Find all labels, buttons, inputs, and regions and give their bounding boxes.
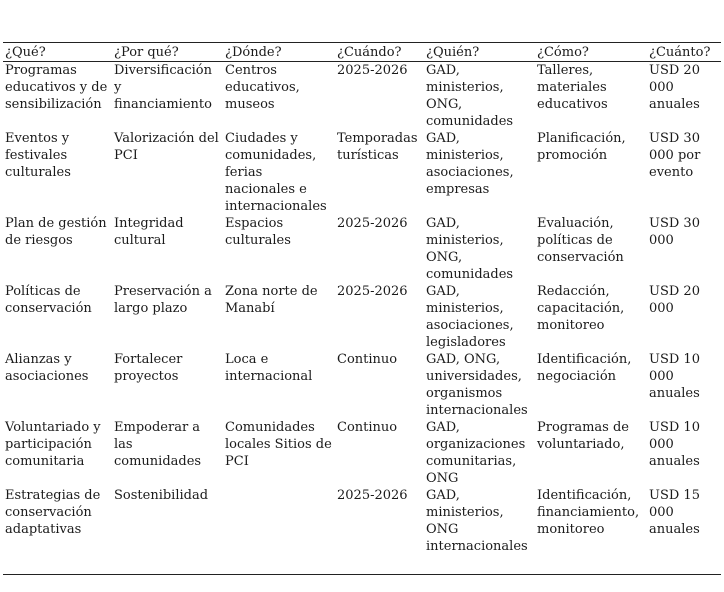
header-cuanto: ¿Cuánto? [647,43,721,62]
cell-por-que: Sostenibilidad [112,487,223,574]
cell-como: Redacción, capacitación, monitoreo [537,284,625,333]
cell-que: Programas educativos y de sensibilización [5,63,108,112]
cell-cuando: 2025-2026 [335,487,424,574]
cell-quien: GAD, ministerios, asociaciones, legisladores [426,284,514,350]
cell-cuanto: USD 15 000 anuales [647,487,721,574]
table-row [3,215,721,283]
cell-cuanto: USD 10 000 anuales [649,420,700,469]
cell-por-que: Empoderar a las comunidades [114,420,202,469]
cell-que: Plan de gestión de riesgos [5,216,107,248]
cell-donde: Centros educativos, museos [225,63,300,112]
cell-quien: GAD, organizaciones comunitarias, ONG [426,420,526,486]
cell-por-que: Fortalecer proyectos [114,352,183,384]
cell-que: Eventos y festivales culturales [5,131,71,180]
cell-cuanto: USD 10 000 anuales [649,352,700,401]
cell-cuando: 2025-2026 [337,216,408,231]
cell-por-que: Valorización del PCI [114,131,219,163]
header-por-que: ¿Por qué? [112,43,223,62]
cell-quien: GAD, ministerios, ONG, comunidades [426,63,514,129]
cell-por-que: Preservación a largo plazo [114,284,212,316]
cell-donde: Comunidades locales Sitios de PCI [225,420,332,469]
cell-donde [223,487,335,574]
cell-quien: GAD, ministerios, ONG, comunidades [426,216,514,282]
table-row [3,130,721,215]
header-que: ¿Qué? [3,43,112,62]
table-row [3,351,721,419]
cell-que: Políticas de conservación [5,284,92,316]
cell-por-que: Integridad cultural [114,216,184,248]
cell-donde: Espacios culturales [225,216,291,248]
cell-donde: Loca e internacional [225,352,313,384]
table-row [3,487,721,574]
cell-cuando: 2025-2026 [337,284,408,299]
cell-que: Alianzas y asociaciones [5,352,89,384]
cell-como: Evaluación, políticas de conservación [537,216,624,265]
cell-quien: GAD, ONG, universidades, organismos internacionales [426,352,528,418]
cell-como: Planificación, promoción [537,131,626,163]
cell-como: Identificación, negociación [537,352,632,384]
cell-donde: Ciudades y comunidades, ferias nacionales e internacionales [225,131,327,214]
cell-quien: GAD, ministerios, asociaciones, empresas [426,131,514,197]
cell-cuanto: USD 30 000 por evento [649,131,701,180]
cell-que: Estrategias de conservación adaptativas [3,487,112,574]
table-row [3,62,721,131]
action-plan-table [3,42,721,575]
cell-como: Programas de voluntariado, [537,420,629,452]
cell-cuanto: USD 30 000 [649,216,700,248]
table-row [3,283,721,351]
header-quien: ¿Quién? [424,43,535,62]
cell-que: Voluntariado y participación comunitaria [5,420,101,469]
cell-por-que: Diversificación y financiamiento [114,63,213,112]
cell-cuando: 2025-2026 [337,63,408,78]
cell-cuanto: USD 20 000 anuales [649,63,700,112]
cell-como: Identificación, financiamiento, monitoreo [535,487,647,574]
cell-cuanto: USD 20 000 [649,284,700,316]
table-header-row [3,43,721,62]
cell-cuando: Continuo [337,352,398,367]
cell-quien: GAD, ministerios, ONG internacionales [424,487,535,574]
cell-cuando: Continuo [337,420,398,435]
header-donde: ¿Dónde? [223,43,335,62]
header-cuando: ¿Cuándo? [335,43,424,62]
cell-donde: Zona norte de Manabí [225,284,318,316]
table-row [3,419,721,487]
cell-cuando: Temporadas turísticas [337,131,418,163]
header-como: ¿Cómo? [535,43,647,62]
cell-como: Talleres, materiales educativos [537,63,608,112]
